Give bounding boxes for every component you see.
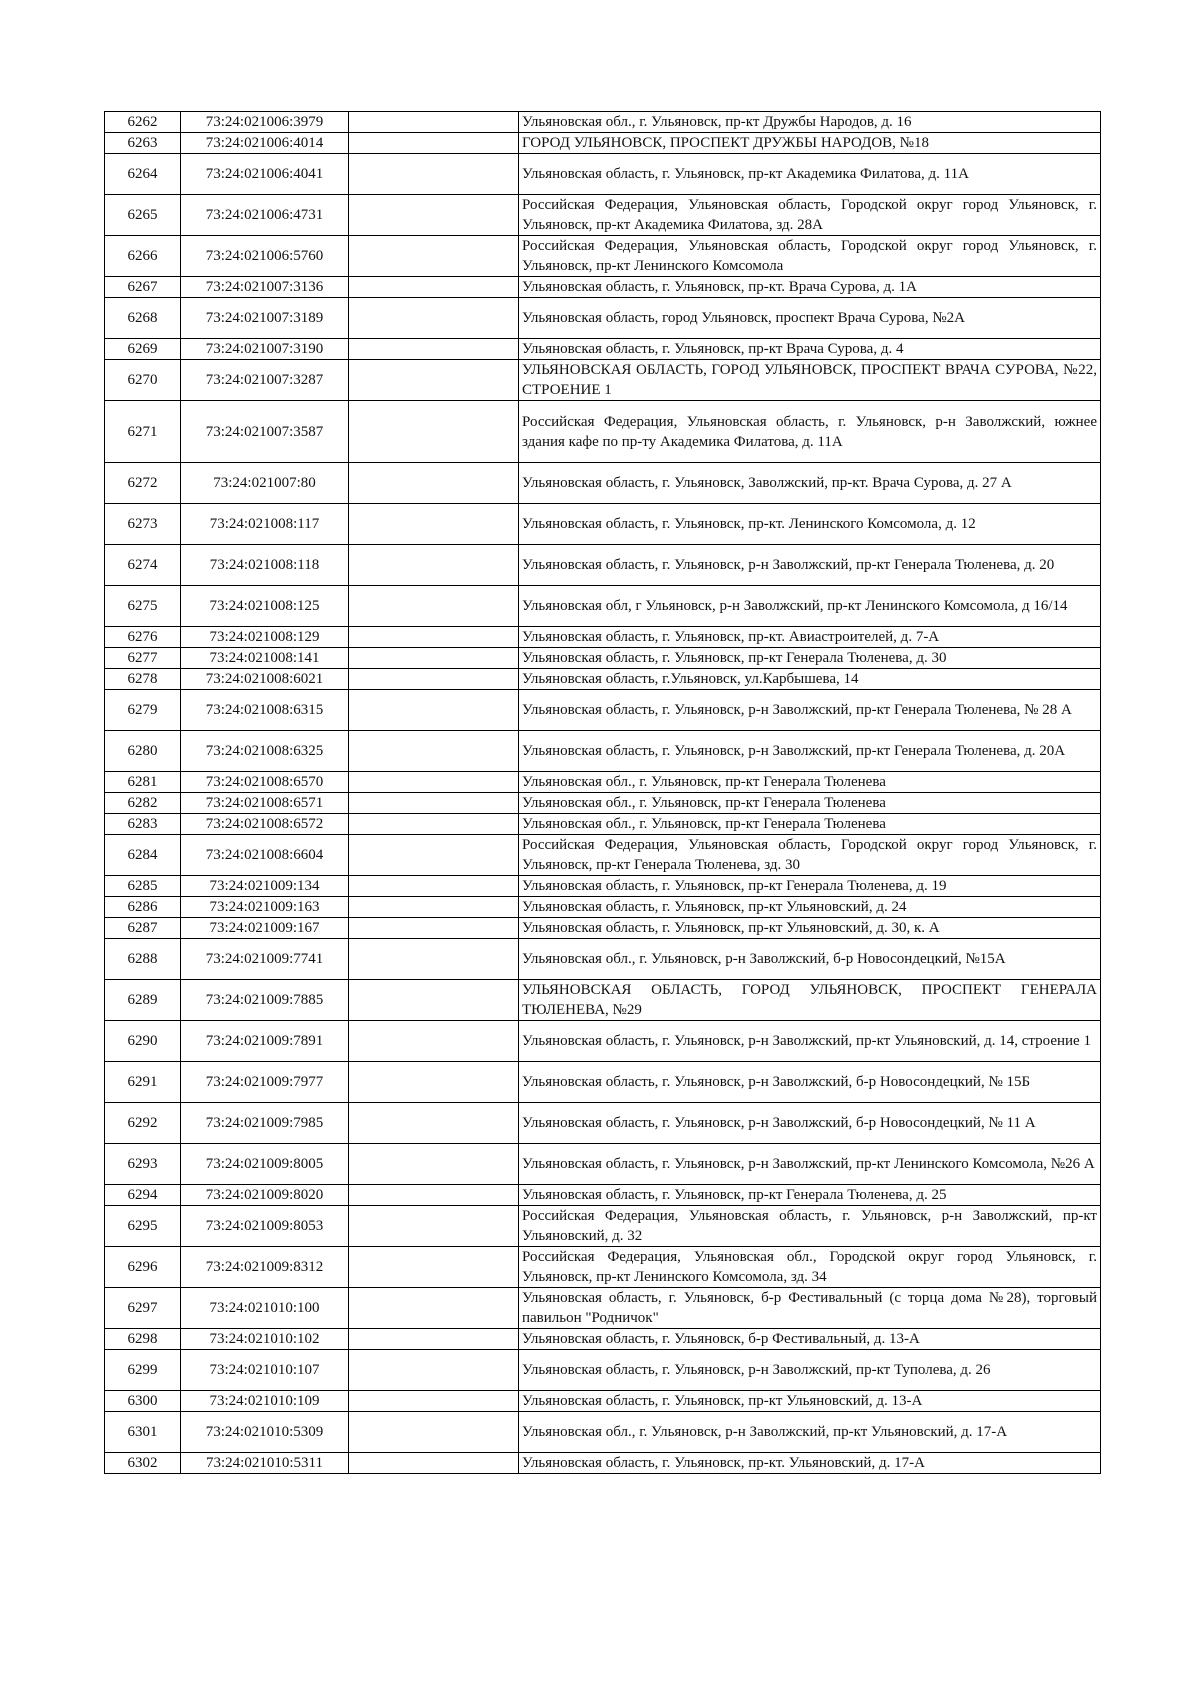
address-cell: Ульяновская область, город Ульяновск, проспект Врача Сурова, №2А [519, 298, 1101, 339]
empty-cell [349, 1350, 519, 1391]
address-cell: УЛЬЯНОВСКАЯ ОБЛАСТЬ, ГОРОД УЛЬЯНОВСК, ПРОСПЕКТ ГЕНЕРАЛА ТЮЛЕНЕВА, №29 [519, 980, 1101, 1021]
table-row [105, 463, 1101, 504]
table-row [105, 339, 1101, 360]
empty-cell [349, 690, 519, 731]
table-row [105, 814, 1101, 835]
row-number-cell: 6281 [105, 772, 181, 793]
table-row [105, 1103, 1101, 1144]
address-cell: Российская Федерация, Ульяновская область, Городской округ город Ульяновск, г. Ульяновск, пр-кт Академика Филатова, зд. 28А [519, 195, 1101, 236]
row-number-cell: 6278 [105, 669, 181, 690]
cadastral-number-cell: 73:24:021008:6570 [181, 772, 349, 793]
empty-cell [349, 277, 519, 298]
address-cell: Российская Федерация, Ульяновская область, г. Ульяновск, р-н Заволжский, южнее здания кафе по пр-ту Академика Филатова, д. 11А [519, 401, 1101, 463]
empty-cell [349, 401, 519, 463]
empty-cell [349, 731, 519, 772]
empty-cell [349, 504, 519, 545]
empty-cell [349, 154, 519, 195]
address-cell: Ульяновская область, г. Ульяновск, пр-кт Врача Сурова, д. 4 [519, 339, 1101, 360]
row-number-cell: 6289 [105, 980, 181, 1021]
address-cell: ГОРОД УЛЬЯНОВСК, ПРОСПЕКТ ДРУЖБЫ НАРОДОВ, №18 [519, 133, 1101, 154]
table-row [105, 1288, 1101, 1329]
cadastral-number-cell: 73:24:021009:7741 [181, 939, 349, 980]
cadastral-number-cell: 73:24:021008:117 [181, 504, 349, 545]
address-cell: Ульяновская область, г. Ульяновск, пр-кт. Ленинского Комсомола, д. 12 [519, 504, 1101, 545]
table-row [105, 504, 1101, 545]
table-row [105, 586, 1101, 627]
cadastral-number-cell: 73:24:021008:6325 [181, 731, 349, 772]
cadastral-number-cell: 73:24:021009:7885 [181, 980, 349, 1021]
cadastral-number-cell: 73:24:021006:5760 [181, 236, 349, 277]
cadastral-number-cell: 73:24:021009:7977 [181, 1062, 349, 1103]
table-row [105, 1185, 1101, 1206]
table-row [105, 1144, 1101, 1185]
empty-cell [349, 918, 519, 939]
empty-cell [349, 1391, 519, 1412]
address-cell: УЛЬЯНОВСКАЯ ОБЛАСТЬ, ГОРОД УЛЬЯНОВСК, ПРОСПЕКТ ВРАЧА СУРОВА, №22, СТРОЕНИЕ 1 [519, 360, 1101, 401]
address-cell: Ульяновская обл., г. Ульяновск, пр-кт Генерала Тюленева [519, 772, 1101, 793]
address-cell: Российская Федерация, Ульяновская область, Городской округ город Ульяновск, г. Ульяновск, пр-кт Ленинского Комсомола [519, 236, 1101, 277]
row-number-cell: 6269 [105, 339, 181, 360]
table-row [105, 1247, 1101, 1288]
empty-cell [349, 1144, 519, 1185]
document-page [104, 111, 1100, 1474]
cadastral-number-cell: 73:24:021010:5311 [181, 1453, 349, 1474]
row-number-cell: 6267 [105, 277, 181, 298]
cadastral-number-cell: 73:24:021008:118 [181, 545, 349, 586]
cadastral-number-cell: 73:24:021009:8005 [181, 1144, 349, 1185]
cadastral-number-cell: 73:24:021009:167 [181, 918, 349, 939]
cadastral-number-cell: 73:24:021007:3587 [181, 401, 349, 463]
row-number-cell: 6285 [105, 876, 181, 897]
cadastral-number-cell: 73:24:021006:4731 [181, 195, 349, 236]
table-row [105, 690, 1101, 731]
cadastral-number-cell: 73:24:021006:4014 [181, 133, 349, 154]
empty-cell [349, 545, 519, 586]
empty-cell [349, 669, 519, 690]
table-row [105, 298, 1101, 339]
row-number-cell: 6302 [105, 1453, 181, 1474]
row-number-cell: 6271 [105, 401, 181, 463]
row-number-cell: 6290 [105, 1021, 181, 1062]
address-cell: Ульяновская обл, г Ульяновск, р-н Заволжский, пр-кт Ленинского Комсомола, д 16/14 [519, 586, 1101, 627]
address-cell: Российская Федерация, Ульяновская обл., Городской округ город Ульяновск, г. Ульяновск, пр-кт Ленинского Комсомола, зд. 34 [519, 1247, 1101, 1288]
empty-cell [349, 339, 519, 360]
address-cell: Ульяновская область, г. Ульяновск, р-н Заволжский, б-р Новосондецкий, № 11 А [519, 1103, 1101, 1144]
empty-cell [349, 793, 519, 814]
table-row [105, 236, 1101, 277]
empty-cell [349, 112, 519, 133]
row-number-cell: 6279 [105, 690, 181, 731]
address-cell: Ульяновская обл., г. Ульяновск, р-н Заволжский, пр-кт Ульяновский, д. 17-А [519, 1412, 1101, 1453]
table-row [105, 939, 1101, 980]
row-number-cell: 6265 [105, 195, 181, 236]
address-cell: Российская Федерация, Ульяновская область, г. Ульяновск, р-н Заволжский, пр-кт Ульяновский, д. 32 [519, 1206, 1101, 1247]
cadastral-number-cell: 73:24:021010:102 [181, 1329, 349, 1350]
cadastral-number-cell: 73:24:021006:3979 [181, 112, 349, 133]
empty-cell [349, 236, 519, 277]
table-row [105, 627, 1101, 648]
row-number-cell: 6275 [105, 586, 181, 627]
table-row [105, 897, 1101, 918]
cadastral-number-cell: 73:24:021006:4041 [181, 154, 349, 195]
empty-cell [349, 133, 519, 154]
empty-cell [349, 1412, 519, 1453]
row-number-cell: 6270 [105, 360, 181, 401]
address-cell: Ульяновская область, г. Ульяновск, б-р Фестивальный, д. 13-А [519, 1329, 1101, 1350]
table-row [105, 1350, 1101, 1391]
row-number-cell: 6266 [105, 236, 181, 277]
table-row [105, 1206, 1101, 1247]
cadastral-number-cell: 73:24:021009:134 [181, 876, 349, 897]
empty-cell [349, 1062, 519, 1103]
empty-cell [349, 897, 519, 918]
table-row [105, 876, 1101, 897]
row-number-cell: 6277 [105, 648, 181, 669]
table-row [105, 112, 1101, 133]
address-cell: Ульяновская область, г. Ульяновск, пр-кт. Врача Сурова, д. 1А [519, 277, 1101, 298]
address-cell: Ульяновская область, г. Ульяновск, р-н Заволжский, б-р Новосондецкий, № 15Б [519, 1062, 1101, 1103]
table-row [105, 1329, 1101, 1350]
empty-cell [349, 772, 519, 793]
empty-cell [349, 586, 519, 627]
row-number-cell: 6286 [105, 897, 181, 918]
table-row [105, 545, 1101, 586]
table-row [105, 1062, 1101, 1103]
empty-cell [349, 1247, 519, 1288]
table-row [105, 154, 1101, 195]
address-cell: Ульяновская область, г. Ульяновск, р-н Заволжский, пр-кт Ленинского Комсомола, №26 А [519, 1144, 1101, 1185]
cadastral-number-cell: 73:24:021008:6315 [181, 690, 349, 731]
empty-cell [349, 298, 519, 339]
empty-cell [349, 1453, 519, 1474]
table-row [105, 918, 1101, 939]
address-cell: Ульяновская область, г. Ульяновск, б-р Фестивальный (с торца дома №28), торговый павильон "Родничок" [519, 1288, 1101, 1329]
table-row [105, 1453, 1101, 1474]
cadastral-number-cell: 73:24:021010:5309 [181, 1412, 349, 1453]
row-number-cell: 6296 [105, 1247, 181, 1288]
empty-cell [349, 1103, 519, 1144]
row-number-cell: 6280 [105, 731, 181, 772]
row-number-cell: 6268 [105, 298, 181, 339]
table-row [105, 669, 1101, 690]
row-number-cell: 6273 [105, 504, 181, 545]
cadastral-number-cell: 73:24:021007:3190 [181, 339, 349, 360]
address-cell: Ульяновская область, г. Ульяновск, пр-кт Генерала Тюленева, д. 30 [519, 648, 1101, 669]
empty-cell [349, 876, 519, 897]
address-cell: Ульяновская область, г. Ульяновск, пр-кт. Ульяновский, д. 17-А [519, 1453, 1101, 1474]
cadastral-number-cell: 73:24:021009:8020 [181, 1185, 349, 1206]
address-cell: Российская Федерация, Ульяновская область, Городской округ город Ульяновск, г. Ульяновск, пр-кт Генерала Тюленева, зд. 30 [519, 835, 1101, 876]
table-row [105, 360, 1101, 401]
cadastral-number-cell: 73:24:021008:6021 [181, 669, 349, 690]
cadastral-number-cell: 73:24:021007:3189 [181, 298, 349, 339]
cadastral-number-cell: 73:24:021009:7985 [181, 1103, 349, 1144]
cadastral-number-cell: 73:24:021010:107 [181, 1350, 349, 1391]
address-cell: Ульяновская область, г. Ульяновск, пр-кт Ульяновский, д. 13-А [519, 1391, 1101, 1412]
row-number-cell: 6291 [105, 1062, 181, 1103]
cadastral-number-cell: 73:24:021008:6604 [181, 835, 349, 876]
table-row [105, 1021, 1101, 1062]
registry-table-body [105, 112, 1101, 1474]
cadastral-number-cell: 73:24:021007:3287 [181, 360, 349, 401]
cadastral-number-cell: 73:24:021008:129 [181, 627, 349, 648]
address-cell: Ульяновская область, г. Ульяновск, пр-кт Ульяновский, д. 30, к. А [519, 918, 1101, 939]
row-number-cell: 6282 [105, 793, 181, 814]
row-number-cell: 6301 [105, 1412, 181, 1453]
empty-cell [349, 835, 519, 876]
address-cell: Ульяновская область, г. Ульяновск, пр-кт Генерала Тюленева, д. 19 [519, 876, 1101, 897]
table-row [105, 731, 1101, 772]
table-row [105, 133, 1101, 154]
empty-cell [349, 814, 519, 835]
address-cell: Ульяновская область, г. Ульяновск, р-н Заволжский, пр-кт Генерала Тюленева, д. 20 [519, 545, 1101, 586]
address-cell: Ульяновская обл., г. Ульяновск, р-н Заволжский, б-р Новосондецкий, №15А [519, 939, 1101, 980]
table-row [105, 1412, 1101, 1453]
table-row [105, 195, 1101, 236]
empty-cell [349, 939, 519, 980]
row-number-cell: 6284 [105, 835, 181, 876]
address-cell: Ульяновская обл., г. Ульяновск, пр-кт Дружбы Народов, д. 16 [519, 112, 1101, 133]
table-row [105, 401, 1101, 463]
empty-cell [349, 463, 519, 504]
row-number-cell: 6298 [105, 1329, 181, 1350]
row-number-cell: 6264 [105, 154, 181, 195]
row-number-cell: 6299 [105, 1350, 181, 1391]
empty-cell [349, 1288, 519, 1329]
cadastral-number-cell: 73:24:021010:109 [181, 1391, 349, 1412]
address-cell: Ульяновская область, г. Ульяновск, р-н Заволжский, пр-кт Туполева, д. 26 [519, 1350, 1101, 1391]
row-number-cell: 6292 [105, 1103, 181, 1144]
table-row [105, 277, 1101, 298]
address-cell: Ульяновская область, г. Ульяновск, пр-кт. Авиастроителей, д. 7-А [519, 627, 1101, 648]
empty-cell [349, 648, 519, 669]
address-cell: Ульяновская область, г. Ульяновск, р-н Заволжский, пр-кт Генерала Тюленева, № 28 А [519, 690, 1101, 731]
address-cell: Ульяновская обл., г. Ульяновск, пр-кт Генерала Тюленева [519, 793, 1101, 814]
cadastral-number-cell: 73:24:021007:80 [181, 463, 349, 504]
cadastral-number-cell: 73:24:021009:8053 [181, 1206, 349, 1247]
cadastral-number-cell: 73:24:021009:7891 [181, 1021, 349, 1062]
address-cell: Ульяновская область, г. Ульяновск, р-н Заволжский, пр-кт Ульяновский, д. 14, строение 1 [519, 1021, 1101, 1062]
table-row [105, 772, 1101, 793]
row-number-cell: 6272 [105, 463, 181, 504]
row-number-cell: 6288 [105, 939, 181, 980]
row-number-cell: 6300 [105, 1391, 181, 1412]
row-number-cell: 6293 [105, 1144, 181, 1185]
row-number-cell: 6283 [105, 814, 181, 835]
row-number-cell: 6295 [105, 1206, 181, 1247]
table-row [105, 793, 1101, 814]
empty-cell [349, 360, 519, 401]
cadastral-number-cell: 73:24:021008:141 [181, 648, 349, 669]
cadastral-number-cell: 73:24:021008:125 [181, 586, 349, 627]
empty-cell [349, 1206, 519, 1247]
address-cell: Ульяновская область, г. Ульяновск, пр-кт Ульяновский, д. 24 [519, 897, 1101, 918]
registry-table [104, 111, 1101, 1474]
table-row [105, 1391, 1101, 1412]
cadastral-number-cell: 73:24:021009:163 [181, 897, 349, 918]
empty-cell [349, 1329, 519, 1350]
empty-cell [349, 1021, 519, 1062]
row-number-cell: 6294 [105, 1185, 181, 1206]
address-cell: Ульяновская обл., г. Ульяновск, пр-кт Генерала Тюленева [519, 814, 1101, 835]
row-number-cell: 6274 [105, 545, 181, 586]
cadastral-number-cell: 73:24:021007:3136 [181, 277, 349, 298]
cadastral-number-cell: 73:24:021008:6571 [181, 793, 349, 814]
row-number-cell: 6262 [105, 112, 181, 133]
address-cell: Ульяновская область, г.Ульяновск, ул.Карбышева, 14 [519, 669, 1101, 690]
address-cell: Ульяновская область, г. Ульяновск, пр-кт Академика Филатова, д. 11А [519, 154, 1101, 195]
empty-cell [349, 1185, 519, 1206]
empty-cell [349, 980, 519, 1021]
row-number-cell: 6287 [105, 918, 181, 939]
cadastral-number-cell: 73:24:021008:6572 [181, 814, 349, 835]
empty-cell [349, 627, 519, 648]
cadastral-number-cell: 73:24:021009:8312 [181, 1247, 349, 1288]
address-cell: Ульяновская область, г. Ульяновск, Заволжский, пр-кт. Врача Сурова, д. 27 А [519, 463, 1101, 504]
table-row [105, 980, 1101, 1021]
table-row [105, 835, 1101, 876]
empty-cell [349, 195, 519, 236]
cadastral-number-cell: 73:24:021010:100 [181, 1288, 349, 1329]
row-number-cell: 6297 [105, 1288, 181, 1329]
row-number-cell: 6263 [105, 133, 181, 154]
table-row [105, 648, 1101, 669]
address-cell: Ульяновская область, г. Ульяновск, пр-кт Генерала Тюленева, д. 25 [519, 1185, 1101, 1206]
row-number-cell: 6276 [105, 627, 181, 648]
address-cell: Ульяновская область, г. Ульяновск, р-н Заволжский, пр-кт Генерала Тюленева, д. 20А [519, 731, 1101, 772]
